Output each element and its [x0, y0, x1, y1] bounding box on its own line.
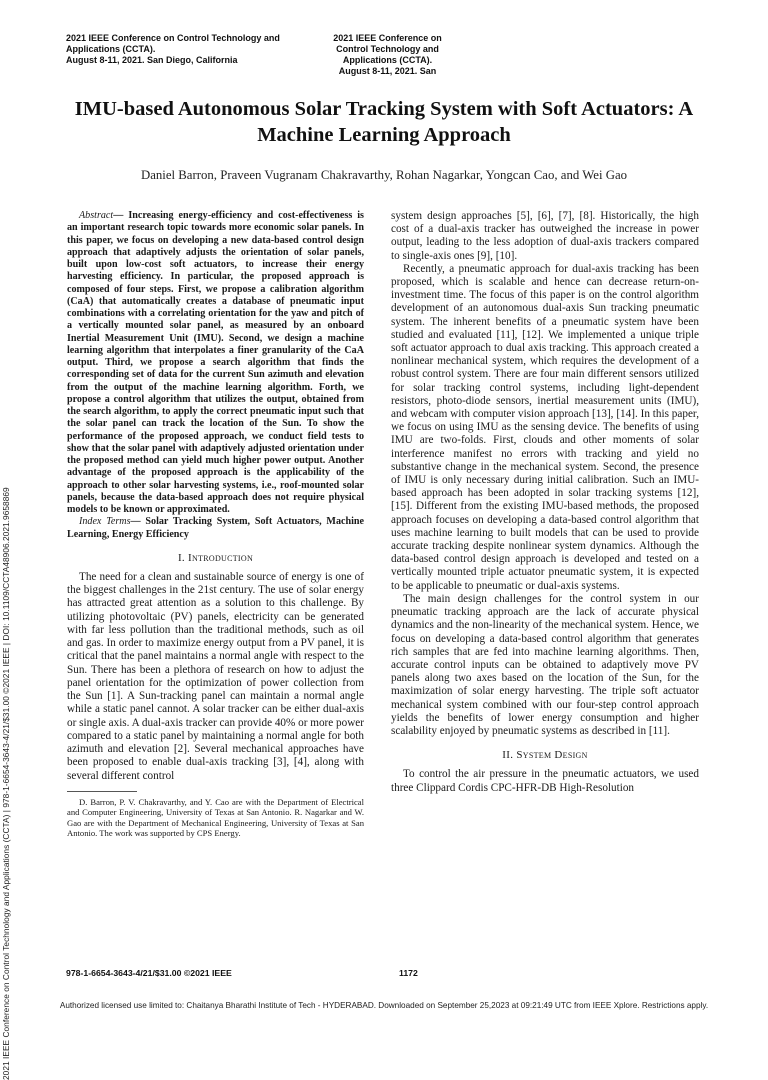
conference-line: Control Technology and — [336, 44, 439, 54]
body-paragraph: Recently, a pneumatic approach for dual-axis tracking has been proposed, which is scalable and hence can decrease return-on-investment time. The focus of this paper is on the control algorithm development of an autonomous dual-axis Sun tracking pneumatic system. The inherent benefits of a pneumatic system have been studied and evaluated [11], [12]. We implemented a unique triple soft actuator approach to dual axis tracking. This approach created a nonlinear mechanical system, which requires the development of a robust control system. There are four main different sensors utilized for solar tracking control systems, including light-dependent resistors, photo-diode sensors, inertial measurement units (IMU), and webcam with computer vision approach [13], [14]. In this paper, we focus on using IMU as the sensing device. The benefits of using IMU are two-folds. First, clouds and other moments of solar interference manifest no errors with tracking and yield no substantive change in the mechanical system. Second, the presence of IMU is only necessary during initial calibration. Such an IMU-based approach has been adopted in solar tracking systems [12], [15]. Different from the existing IMU-based methods, the proposed approach focuses on developing a data-based control algorithm that uses machine learning to built models that can be used to provide accurate tracking despite nonlinear system dynamics. Although the data-based control design approach is developed and tested on a vertically mounted triple actuator pneumatic system, it is expected to be applicable to pneumatic or dual-axis systems. — [391, 262, 699, 592]
conference-line: Applications (CCTA). — [342, 55, 433, 65]
paper-title: IMU-based Autonomous Solar Tracking System with Soft Actuators: A Machine Learning Approach — [74, 98, 694, 146]
introduction-section — [67, 571, 364, 783]
footnote-divider — [67, 791, 137, 792]
abstract — [67, 210, 364, 516]
author-affiliation-footnote: D. Barron, P. V. Chakravarthy, and Y. Cao are with the Department of Electrical and Computer Engineering, University of Texas at San Antonio. R. Nagarkar and W. Gao are with the Department of Mechanical Engineering, University of Texas at San Antonio. The work was supported by CPS Energy. — [67, 796, 364, 839]
conference-header-left — [66, 33, 316, 66]
index-terms — [67, 516, 364, 541]
author-list: Daniel Barron, Praveen Vugranam Chakravarthy, Rohan Nagarkar, Yongcan Cao, and Wei Gao — [140, 168, 628, 182]
conference-line: August 8-11, 2021. San Diego, California — [66, 55, 238, 65]
right-column — [391, 210, 699, 795]
left-column — [67, 210, 364, 839]
introduction-paragraph: The need for a clean and sustainable source of energy is one of the biggest challenges in the 21st century. The use of solar energy has attracted great attention as a solution to this challenge. By utilizing photovoltaic (PV) panels, electricity can be generated with far less pollution than the traditional methods, such as oil and gas. In order to maximize energy output from a PV panel, it is critical that the panel maintains a normal angle with respect to the Sun. There has been a plethora of research on how to adjust the panel orientation for the optimization of power collection from the Sun [1]. A Sun-tracking panel can maintain a normal angle while a static panel cannot. A solar tracker can be either dual-axis or single axis. A dual-axis tracker can provide 40% or more power compared to a static panel by maintaining a normal angle for both azimuth and elevation [2]. Several mechanical approaches have been proposed to enable dual-axis tracking [3], [4], along with several different control — [67, 570, 364, 782]
page-number: 1172 — [399, 968, 418, 978]
license-notice: Authorized licensed use limited to: Chaitanya Bharathi Institute of Tech - HYDERABAD. Downloaded on September 25,2023 at 09:21:49 UTC from IEEE Xplore. Restrictions apply. — [59, 1001, 709, 1010]
abstract-text: — Increasing energy-efficiency and cost-effectiveness is an important research topic towards more economic solar panels. In this paper, we focus on developing a new data-based control design approach that adaptively adjusts the orientation of solar panels, built upon low-cost soft actuators, to increase their energy harvesting efficiency. In particular, the proposed approach is composed of four steps. First, we propose a calibration algorithm (CaA) that automatically creates a database of pneumatic input combinations with a correlating orientation for the yaw and pitch of a vertically mounted solar panel, as measured by an onboard Inertial Measurement Unit (IMU). Second, we design a machine learning algorithm that interpolates a finer granularity of the CaA output. Third, we propose a search algorithm that finds the corresponding set of data for the current Sun azimuth and elevation from the output of the machine learning algorithm. Forth, we propose a control algorithm that utilizes the output, obtained from the search algorithm, to apply the correct pneumatic input such that the solar panel can track the location of the Sun. To show the performance of the proposed approach, we conduct field tests to show that the solar panel with adaptively adjusted orientation under the proposed method can yield much higher power output. Another advantage of the proposed approach is the applicability of the approach to other solar harvesting systems, i.e., roof-mounted solar panels, because the data-based approach does not require physical models to be known or approximated. — [67, 210, 364, 515]
conference-line: 2021 IEEE Conference on — [333, 33, 442, 43]
side-doi-identifier: 2021 IEEE Conference on Control Technology and Applications (CCTA) | 978-1-6654-3643-4/21/$31.00 ©2021 IEEE | DOI: 10.1109/CCTA48906.2021.9658869 — [1, 487, 11, 1080]
conference-header-right — [320, 33, 455, 77]
section-heading-introduction: I. Introduction — [177, 551, 254, 564]
body-paragraph: The main design challenges for the control system in our pneumatic tracking approach are the lack of accurate physical dynamics and the non-linearity of the mechanical system. Hence, we focus on developing a data-based control algorithm that generates rich samples that are fed into machine learning algorithms. Then, accurate control inputs can be obtained to adaptively move PV panels along two axes based on the location of the Sun, for the maximization of solar energy harvesting. The triple soft actuator mechanical system combined with our four-step control approach yields the benefits of lower energy consumption and higher scalability enjoyed by pneumatic systems as described in [11]. — [391, 592, 699, 737]
section-heading-system-design: II. System Design — [502, 749, 588, 762]
conference-line: Applications (CCTA). — [66, 44, 156, 54]
index-terms-text: — Solar Tracking System, Soft Actuators, Machine Learning, Energy Efficiency — [67, 516, 364, 540]
abstract-label: Abstract — [79, 210, 114, 221]
body-paragraph: To control the air pressure in the pneumatic actuators, we used three Clippard Cordis CPC-HFR-DB High-Resolution — [391, 768, 699, 794]
body-paragraph: system design approaches [5], [6], [7], [8]. Historically, the high cost of a dual-axis tracker has outweighed the increase in power output, leading to the less adoption of dual-axis trackers compared to single-axis ones [9], [10]. — [391, 210, 699, 262]
conference-line: 2021 IEEE Conference on Control Technology and — [66, 33, 280, 43]
footer-isbn: 978-1-6654-3643-4/21/$31.00 ©2021 IEEE — [66, 968, 232, 978]
conference-line: August 8-11, 2021. San — [338, 66, 437, 76]
index-terms-label: Index Terms — [79, 516, 131, 528]
